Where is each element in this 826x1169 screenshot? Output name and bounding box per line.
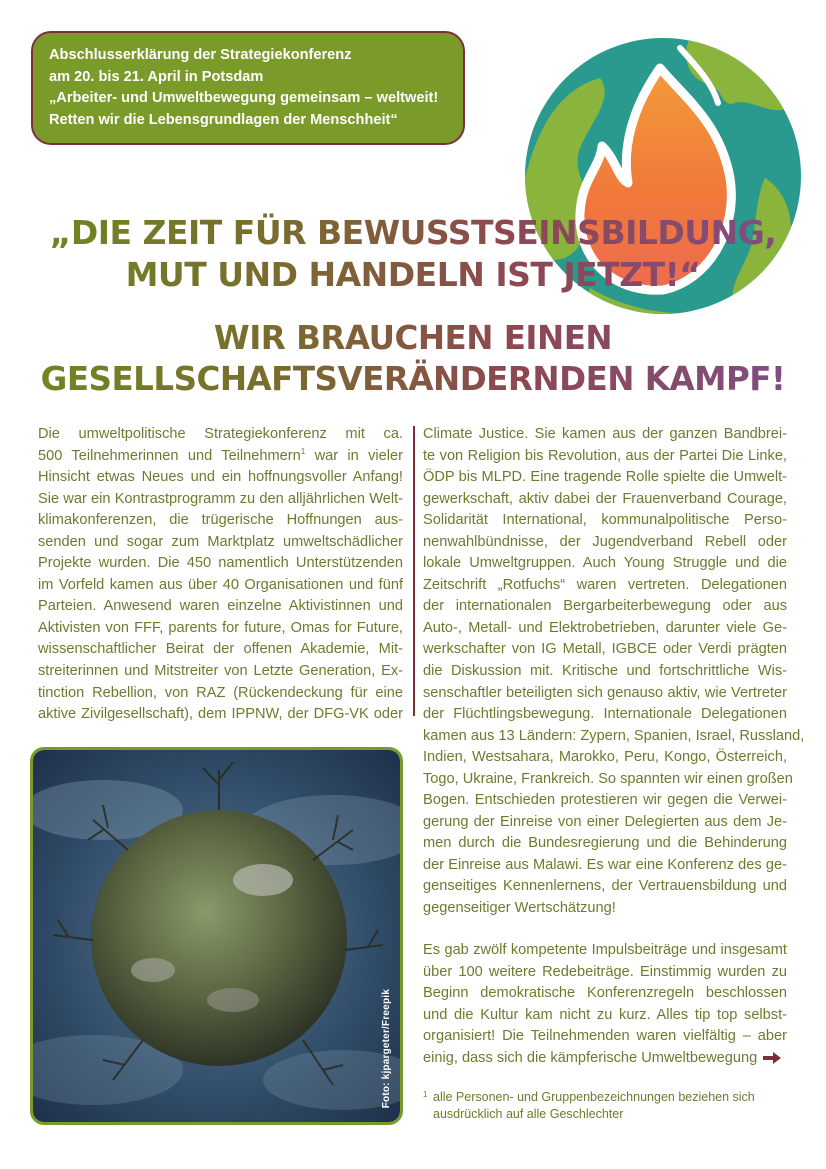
footnote-line: ausdrücklich auf alle Geschlechter (433, 1107, 624, 1121)
text-line: tinction Rebellion, von RAZ (Rückendeckung für eine (38, 684, 403, 701)
subheadline-line: WIR BRAUCHEN EINEN (213, 319, 613, 357)
text-line: ÖDP bis MLPD. Eine tragende Rolle spielte die Umwelt- (423, 469, 787, 486)
conference-header-box (31, 31, 465, 145)
text-line: Auto-, Metall- und Elektrobetrieben, darunter viele Ge- (423, 619, 787, 636)
headline-line: „DIE ZEIT FÜR BEWUSSTSEINSBILDUNG, (49, 213, 777, 252)
text-fragment: 500 Teilnehmerinnen und Teilnehmern (38, 447, 301, 464)
text-line: Togo, Ukraine, Frankreich. So spannten wir einen großen (423, 770, 793, 787)
text-line: wissenschaftlicher Beirat der offenen Akademie, Mit- (38, 641, 403, 658)
main-headline (0, 212, 826, 296)
text-line: werkschafter von IG Metall, IGBCE oder Verdi prägten (423, 641, 787, 658)
text-line: Es gab zwölf kompetente Impulsbeiträge und insgesamt (423, 942, 787, 958)
column-divider (413, 426, 415, 716)
text-line: im Vorfeld kamen aus über 40 Organisationen und fünf (38, 576, 403, 593)
text-line: der internationalen Bergarbeiterbewegung oder aus (423, 598, 787, 615)
earth-photo-frame (30, 747, 403, 1125)
text-line: und die Kultur kam nicht zu kurz. Alles tip top selbst- (423, 1006, 787, 1023)
right-column-text-continued (423, 940, 787, 1069)
text-line: te von Religion bis Revolution, aus der Partei Die Linke, (423, 447, 787, 464)
text-line: streiterinnen und Mitstreiter von Letzte Generation, Ex- (38, 663, 403, 680)
text-line: gegenseitiger Wertschätzung! (423, 900, 616, 917)
right-column-text (423, 424, 805, 920)
text-line: der Flüchtlingsbewegung. Internationale Delegationen (423, 706, 787, 723)
text-line: Beginn demokratische Konferenzregeln beschlossen (423, 985, 787, 1002)
footnote (423, 1089, 783, 1123)
text-line (38, 446, 403, 468)
text-line: Bogen. Entschieden protestieren wir gegen die Verwei- (423, 792, 787, 809)
text-line: gerung der Einreise von einer Delegierten aus dem Je- (423, 813, 787, 830)
text-line: über 100 weitere Redebeiträge. Einstimmig wurden zu (423, 963, 787, 980)
text-line (423, 1048, 787, 1070)
headline-line: MUT UND HANDELN IST JETZT!“ (125, 255, 701, 294)
photo-credit: Foto: kjpargeter/Freepik (381, 988, 392, 1108)
header-line: Abschlusserklärung der Strategiekonferenz (49, 47, 352, 63)
text-line: genseitiges Kennenlernens, der Vertrauensbildung und (423, 878, 787, 895)
text-line: senden und sogar zum Marktplatz umweltschädlicher (38, 533, 403, 550)
text-line: Parteien. Anwesend waren einzelne Aktivistinnen und (38, 598, 403, 615)
text-fragment: war in vieler (305, 447, 403, 464)
text-line: der Einreise aus Malawi. Es war eine Konferenz des ge- (423, 856, 787, 873)
sub-headline (0, 318, 826, 400)
text-fragment: einig, dass sich die kämpferische Umweltbewegung (423, 1049, 758, 1066)
footnote-line: alle Personen- und Gruppenbezeichnungen beziehen sich (433, 1090, 755, 1104)
dead-earth-image (33, 750, 400, 1122)
continue-arrow-icon (763, 1052, 781, 1064)
text-line: nenwahlbündnisse, der Jugendverband Rebell oder (423, 533, 787, 550)
header-line: am 20. bis 21. April in Potsdam (49, 68, 264, 85)
text-line: organisiert! Die Teilnehmenden waren vielfältig – aber (423, 1028, 787, 1045)
subheadline-line: GESELLSCHAFTSVERÄNDERNDEN KAMPF! (40, 360, 786, 398)
text-line: klimakonferenzen, die trügerische Hoffnungen aus- (38, 512, 403, 529)
footnote-number: 1 (423, 1090, 428, 1099)
text-line: senschaftler beteiligten sich genauso aktiv, wie Vertreter (423, 684, 787, 701)
text-line: Projekte wurden. Die 450 namentlich Unterstützenden (38, 555, 403, 572)
text-line: Climate Justice. Sie kamen aus der ganzen Bandbrei- (423, 426, 787, 442)
text-line: Solidarität International, kommunalpolitische Perso- (423, 512, 787, 529)
text-line: Hinsicht etwas Neues und ein hoffnungsvoller Anfang! (38, 469, 403, 486)
header-line: Retten wir die Lebensgrundlagen der Menschheit“ (49, 111, 398, 128)
text-line: men durch die Bundesregierung und die Behinderung (423, 835, 787, 852)
text-line: Indien, Westsahara, Marokko, Peru, Kongo, Österreich, (423, 749, 787, 766)
text-line: Die umweltpolitische Strategiekonferenz mit ca. (38, 426, 403, 442)
text-line: lokale Umweltgruppen. Auch Young Struggle und die (423, 555, 787, 572)
text-line: Zeitschrift „Rotfuchs“ waren vertreten. Delegationen (423, 576, 787, 593)
text-line: Aktivisten von FFF, parents for future, Omas for Future, (38, 619, 403, 636)
text-line: kamen aus 13 Ländern: Zypern, Spanien, Israel, Russland, (423, 727, 805, 744)
text-line: gewerkschaft, aktiv dabei der Frauenverband Courage, (423, 490, 787, 507)
text-line: die Diskussion mit. Kritische und fortschrittliche Wis- (423, 663, 787, 680)
footnote-mark: 1 (300, 446, 306, 456)
text-line: Sie war ein Kontrastprogramm zu den alljährlichen Welt- (38, 490, 403, 507)
header-line: „Arbeiter- und Umweltbewegung gemeinsam – weltweit! (49, 90, 439, 106)
text-line: aktive Zivilgesellschaft), dem IPPNW, der DFG-VK oder (38, 706, 403, 723)
left-column-text (38, 424, 403, 726)
